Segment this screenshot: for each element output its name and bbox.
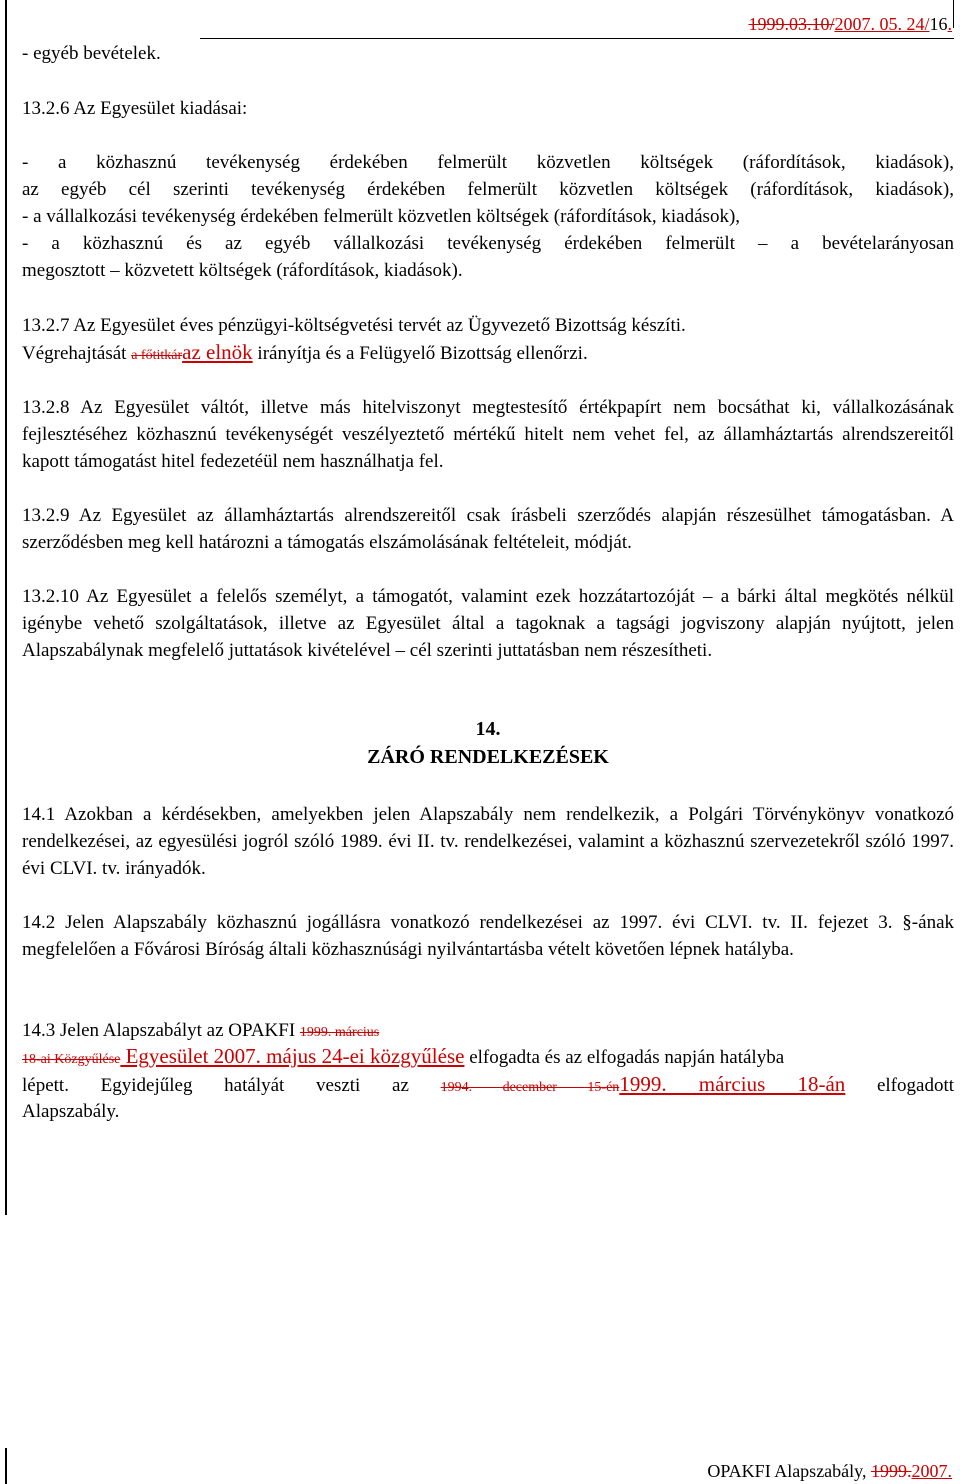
footer-label: OPAKFI Alapszabály, xyxy=(707,1461,871,1481)
text-run: elfogadta és az elfogadás napján hatályba xyxy=(464,1047,785,1068)
header-rule xyxy=(200,38,954,39)
right-margin-rule xyxy=(953,0,954,28)
section-13-2-7-line-1: 13.2.7 Az Egyesület éves pénzügyi-költségvetési tervét az Ügyvezető Bizottság készíti. xyxy=(22,315,686,336)
footer xyxy=(707,1461,952,1482)
text-run: Végrehajtását xyxy=(22,343,132,364)
section-13-2-6-line-4: - a közhasznú és az egyéb vállalkozási tevékenység érdekében felmerült – a bevételarányosan xyxy=(22,233,954,254)
deleted-text: a főtitkár xyxy=(131,348,183,363)
header-dot: . xyxy=(947,14,952,34)
inserted-text: 1999. március 18-án xyxy=(619,1072,846,1096)
section-13-2-9: 13.2.9 Az Egyesület az államháztartás alrendszereitől csak írásbeli szerződés alapján részesülhet támogatásban. A szerződésben meg kell határozni a támogatás elszámolásának feltételeit, módját. xyxy=(22,505,954,553)
inserted-text: az elnök xyxy=(182,340,253,364)
section-13-2-6-line-5: megosztott – közvetett költségek (ráfordítások, kiadások). xyxy=(22,260,463,281)
deleted-text: 1999. március xyxy=(299,1025,380,1040)
text-run: lépett. Egyidejűleg hatályát veszti az xyxy=(22,1075,441,1096)
section-13-2-6-title: 13.2.6 Az Egyesület kiadásai: xyxy=(22,98,248,119)
text-run: irányítja és a Felügyelő Bizottság ellenőrzi. xyxy=(252,343,588,364)
line-other-income: - egyéb bevételek. xyxy=(22,43,161,64)
footer-year-deleted: 1999. xyxy=(871,1461,912,1481)
section-13-2-6-line-1: - a közhasznú tevékenység érdekében felmerült közvetlen költségek (ráfordítások, kiadások), xyxy=(22,152,954,173)
inserted-text: Egyesület 2007. május 24-ei közgyűlése xyxy=(120,1044,465,1068)
deleted-text: 1994. december 15-én xyxy=(440,1080,620,1095)
header-page-number: 16 xyxy=(929,14,948,34)
section-14-3-line-4: Alapszabály. xyxy=(22,1101,120,1122)
left-margin-rule-bottom xyxy=(5,1448,7,1484)
header-stamp xyxy=(748,14,952,35)
header-date-inserted: 2007. 05. 24/ xyxy=(834,14,930,34)
section-13-2-10: 13.2.10 Az Egyesület a felelős személyt, a támogatót, valamint ezek hozzátartozóját – a bárki által megkötés nélkül igénybe vehető szolgáltatások, illetve az Egyesület által a tagoknak a tagsági jogviszony alapján nyújtott, jelen Alapszabálynak megfelelő juttatások kivételével – cél szerinti juttatásban nem részesítheti. xyxy=(22,586,954,661)
section-13-2-7-line-2 xyxy=(22,339,954,369)
section-14-3-line-1 xyxy=(22,1017,954,1046)
section-13-2-6-line-2: az egyéb cél szerinti tevékenység érdekében felmerült közvetlen költségek (ráfordítások, kiadások), xyxy=(22,179,954,200)
section-13-2-8: 13.2.8 Az Egyesület váltót, illetve más hitelviszonyt megtestesítő értékpapírt nem bocsáthat ki, vállalkozásának fejlesztéséhez közhasznú tevékenységét veszélyeztető mértékű hitelt nem vehet fel, az államháztartás alrendszereitől kapott támogatást hitel fedezetéül nem használhatja fel. xyxy=(22,397,954,472)
section-14-2: 14.2 Jelen Alapszabály közhasznú jogállásra vonatkozó rendelkezései az 1997. évi CLVI. tv. II. fejezet 3. §-ának megfelelően a Fővárosi Bíróság általi közhasznúsági nyilvántartásba vételt követően lépnek hatályba. xyxy=(22,912,954,960)
footer-year-inserted: 2007. xyxy=(911,1461,952,1481)
text-run: elfogadott xyxy=(845,1075,954,1096)
header-date-deleted: 1999.03.10/ xyxy=(748,14,835,34)
left-margin-rule xyxy=(5,0,7,1215)
section-14-3-line-2 xyxy=(22,1043,954,1073)
deleted-text: 18-ai Közgyűlése xyxy=(22,1052,121,1067)
chapter-number: 14. xyxy=(475,718,501,740)
text-run: 14.3 Jelen Alapszabályt az OPAKFI xyxy=(22,1020,300,1041)
chapter-title: ZÁRÓ RENDELKEZÉSEK xyxy=(367,746,609,768)
section-14-3-line-3 xyxy=(22,1071,954,1101)
section-14-1: 14.1 Azokban a kérdésekben, amelyekben jelen Alapszabály nem rendelkezik, a Polgári Törvénykönyv vonatkozó rendelkezései, az egyesülési jogról szóló 1989. évi II. tv. rendelkezései, valamint a közhasznú szervezetekről szóló 1997. évi CLVI. tv. irányadók. xyxy=(22,804,954,879)
section-13-2-6-line-3: - a vállalkozási tevékenység érdekében felmerült közvetlen költségek (ráfordítások, kiadások), xyxy=(22,206,741,227)
